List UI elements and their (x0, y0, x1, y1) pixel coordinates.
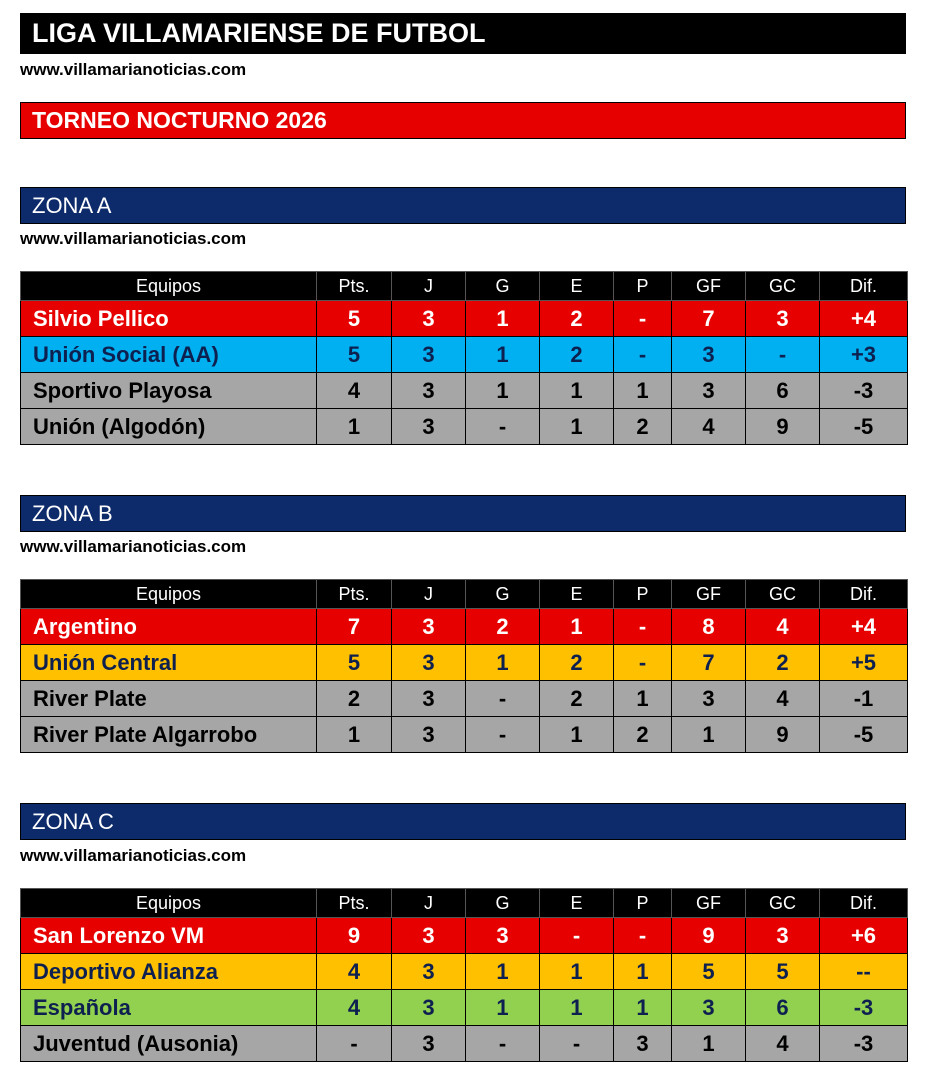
cell-pts: 5 (317, 645, 392, 681)
header-equipos: Equipos (21, 889, 317, 918)
cell-gc: 3 (746, 918, 820, 954)
header-p: P (614, 580, 672, 609)
header-e: E (540, 580, 614, 609)
team-name: Silvio Pellico (21, 301, 317, 337)
cell-gf: 3 (672, 373, 746, 409)
cell-e: 1 (540, 373, 614, 409)
cell-pts: 1 (317, 409, 392, 445)
cell-dif: -5 (820, 409, 908, 445)
cell-gf: 9 (672, 918, 746, 954)
cell-dif: +5 (820, 645, 908, 681)
team-name: Unión (Algodón) (21, 409, 317, 445)
cell-g: 1 (466, 954, 540, 990)
cell-e: 1 (540, 609, 614, 645)
header-g: G (466, 272, 540, 301)
table-row (21, 301, 908, 337)
header-e: E (540, 889, 614, 918)
table-header-row (21, 889, 908, 918)
cell-j: 3 (392, 717, 466, 753)
cell-g: 1 (466, 337, 540, 373)
cell-p: - (614, 301, 672, 337)
cell-j: 3 (392, 1026, 466, 1062)
table-row (21, 609, 908, 645)
cell-gc: 4 (746, 681, 820, 717)
cell-dif: -1 (820, 681, 908, 717)
cell-dif: +3 (820, 337, 908, 373)
cell-dif: +4 (820, 301, 908, 337)
cell-p: 1 (614, 990, 672, 1026)
cell-gf: 1 (672, 1026, 746, 1062)
cell-e: 2 (540, 645, 614, 681)
cell-e: 1 (540, 717, 614, 753)
zone-c-website: www.villamarianoticias.com (20, 846, 247, 865)
header-pts: Pts. (317, 889, 392, 918)
cell-dif: -3 (820, 1026, 908, 1062)
cell-p: 3 (614, 1026, 672, 1062)
cell-p: 1 (614, 954, 672, 990)
header-equipos: Equipos (21, 580, 317, 609)
table-row (21, 337, 908, 373)
header-pts: Pts. (317, 580, 392, 609)
cell-dif: +4 (820, 609, 908, 645)
team-name: Argentino (21, 609, 317, 645)
cell-gf: 3 (672, 990, 746, 1026)
cell-gf: 3 (672, 337, 746, 373)
header-gf: GF (672, 889, 746, 918)
cell-e: - (540, 1026, 614, 1062)
cell-pts: 2 (317, 681, 392, 717)
team-name: Juventud (Ausonia) (21, 1026, 317, 1062)
cell-gf: 5 (672, 954, 746, 990)
zone-b-table (20, 579, 908, 753)
cell-p: 1 (614, 373, 672, 409)
header-gc: GC (746, 580, 820, 609)
header-j: J (392, 889, 466, 918)
cell-e: 1 (540, 990, 614, 1026)
cell-pts: 4 (317, 373, 392, 409)
cell-pts: 1 (317, 717, 392, 753)
cell-j: 3 (392, 337, 466, 373)
cell-j: 3 (392, 301, 466, 337)
table-row (21, 990, 908, 1026)
cell-j: 3 (392, 609, 466, 645)
header-g: G (466, 889, 540, 918)
header-pts: Pts. (317, 272, 392, 301)
cell-p: 2 (614, 717, 672, 753)
cell-j: 3 (392, 373, 466, 409)
header-g: G (466, 580, 540, 609)
table-row (21, 409, 908, 445)
cell-gc: 4 (746, 1026, 820, 1062)
table-row (21, 645, 908, 681)
cell-gc: 6 (746, 373, 820, 409)
cell-pts: 5 (317, 301, 392, 337)
cell-e: 2 (540, 681, 614, 717)
header-p: P (614, 272, 672, 301)
zone-b-header: ZONA B (20, 495, 906, 532)
team-name: River Plate (21, 681, 317, 717)
zone-a-website: www.villamarianoticias.com (20, 229, 247, 248)
table-row (21, 373, 908, 409)
cell-p: - (614, 918, 672, 954)
zone-c-header: ZONA C (20, 803, 906, 840)
cell-p: 2 (614, 409, 672, 445)
cell-gf: 7 (672, 645, 746, 681)
cell-j: 3 (392, 681, 466, 717)
team-name: Española (21, 990, 317, 1026)
team-name: Sportivo Playosa (21, 373, 317, 409)
tournament-title: TORNEO NOCTURNO 2026 (20, 102, 906, 139)
cell-p: 1 (614, 681, 672, 717)
table-header-row (21, 272, 908, 301)
team-name: Unión Social (AA) (21, 337, 317, 373)
cell-gc: 5 (746, 954, 820, 990)
table-row (21, 918, 908, 954)
team-name: River Plate Algarrobo (21, 717, 317, 753)
cell-pts: 5 (317, 337, 392, 373)
cell-g: 1 (466, 990, 540, 1026)
cell-j: 3 (392, 409, 466, 445)
cell-gc: 3 (746, 301, 820, 337)
cell-gc: - (746, 337, 820, 373)
zone-a-header: ZONA A (20, 187, 906, 224)
table-row (21, 717, 908, 753)
cell-j: 3 (392, 918, 466, 954)
header-j: J (392, 272, 466, 301)
cell-pts: - (317, 1026, 392, 1062)
table-header-row (21, 580, 908, 609)
cell-j: 3 (392, 990, 466, 1026)
zone-b-website: www.villamarianoticias.com (20, 537, 247, 556)
header-gc: GC (746, 272, 820, 301)
team-name: Deportivo Alianza (21, 954, 317, 990)
cell-g: - (466, 681, 540, 717)
cell-dif: -3 (820, 373, 908, 409)
page-title: LIGA VILLAMARIENSE DE FUTBOL (20, 13, 906, 54)
cell-g: 3 (466, 918, 540, 954)
cell-dif: +6 (820, 918, 908, 954)
cell-gc: 2 (746, 645, 820, 681)
cell-g: 2 (466, 609, 540, 645)
header-dif: Dif. (820, 889, 908, 918)
header-e: E (540, 272, 614, 301)
cell-pts: 9 (317, 918, 392, 954)
header-equipos: Equipos (21, 272, 317, 301)
cell-gc: 9 (746, 717, 820, 753)
cell-e: 1 (540, 409, 614, 445)
cell-g: - (466, 717, 540, 753)
cell-p: - (614, 609, 672, 645)
cell-e: 1 (540, 954, 614, 990)
header-dif: Dif. (820, 580, 908, 609)
team-name: San Lorenzo VM (21, 918, 317, 954)
cell-e: - (540, 918, 614, 954)
cell-gf: 7 (672, 301, 746, 337)
header-gc: GC (746, 889, 820, 918)
cell-p: - (614, 645, 672, 681)
cell-p: - (614, 337, 672, 373)
header-dif: Dif. (820, 272, 908, 301)
cell-dif: -3 (820, 990, 908, 1026)
cell-gc: 4 (746, 609, 820, 645)
table-row (21, 1026, 908, 1062)
team-name: Unión Central (21, 645, 317, 681)
cell-g: 1 (466, 645, 540, 681)
table-row (21, 681, 908, 717)
cell-gf: 1 (672, 717, 746, 753)
cell-gf: 8 (672, 609, 746, 645)
cell-g: 1 (466, 301, 540, 337)
cell-g: - (466, 1026, 540, 1062)
header-gf: GF (672, 580, 746, 609)
header-p: P (614, 889, 672, 918)
zone-a-table (20, 271, 908, 445)
header-j: J (392, 580, 466, 609)
cell-dif: -5 (820, 717, 908, 753)
cell-gf: 4 (672, 409, 746, 445)
cell-j: 3 (392, 645, 466, 681)
cell-g: 1 (466, 373, 540, 409)
zone-c-table (20, 888, 908, 1062)
cell-pts: 4 (317, 954, 392, 990)
cell-dif: -- (820, 954, 908, 990)
website-url: www.villamarianoticias.com (20, 60, 247, 79)
cell-pts: 7 (317, 609, 392, 645)
cell-gc: 9 (746, 409, 820, 445)
header-gf: GF (672, 272, 746, 301)
cell-gf: 3 (672, 681, 746, 717)
cell-g: - (466, 409, 540, 445)
cell-pts: 4 (317, 990, 392, 1026)
cell-gc: 6 (746, 990, 820, 1026)
cell-e: 2 (540, 337, 614, 373)
cell-e: 2 (540, 301, 614, 337)
table-row (21, 954, 908, 990)
cell-j: 3 (392, 954, 466, 990)
